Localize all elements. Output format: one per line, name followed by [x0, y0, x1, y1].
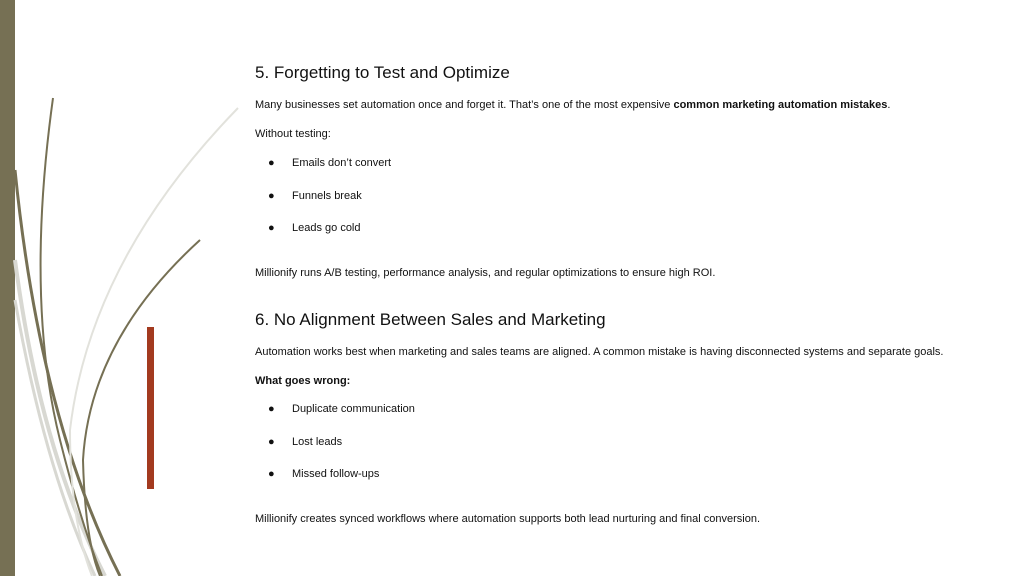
bullet-text: Funnels break: [292, 190, 362, 202]
section5-closing: Millionify runs A/B testing, performance analysis, and regular optimizations to ensure high ROI.: [255, 267, 716, 279]
accent-bar: [147, 327, 154, 489]
list-item: [268, 436, 342, 448]
bullet-icon: ●: [268, 157, 275, 169]
list-item: [268, 468, 379, 480]
section6-lead: What goes wrong:: [255, 375, 351, 387]
section5-intro: [255, 99, 890, 111]
intro-text: Many businesses set automation once and forget it. That’s one of the most expensive: [255, 99, 674, 111]
list-item: [268, 190, 362, 202]
section5-lead: Without testing:: [255, 128, 331, 140]
decorative-curves: [0, 0, 260, 576]
intro-end: .: [887, 99, 891, 111]
bullet-text: Lost leads: [292, 436, 343, 448]
bullet-text: Leads go cold: [292, 222, 361, 234]
section6-intro: Automation works best when marketing and sales teams are aligned. A common mistake is having disconnected systems and separate goals.: [255, 346, 944, 358]
list-item: [268, 157, 391, 169]
section5-title: 5. Forgetting to Test and Optimize: [255, 63, 510, 82]
bullet-icon: ●: [268, 190, 275, 202]
section6-title: 6. No Alignment Between Sales and Marketing: [255, 310, 606, 329]
bullet-icon: ●: [268, 436, 275, 448]
bullet-text: Missed follow-ups: [292, 468, 380, 480]
bullet-icon: ●: [268, 403, 275, 415]
bullet-icon: ●: [268, 468, 275, 480]
intro-bold: common marketing automation mistakes: [673, 99, 888, 111]
bullet-text: Emails don’t convert: [292, 157, 392, 169]
bullet-text: Duplicate communication: [292, 403, 415, 415]
section6-closing: Millionify creates synced workflows where automation supports both lead nurturing and final conversion.: [255, 513, 761, 525]
list-item: [268, 403, 415, 415]
bullet-icon: ●: [268, 222, 275, 234]
list-item: [268, 222, 361, 234]
